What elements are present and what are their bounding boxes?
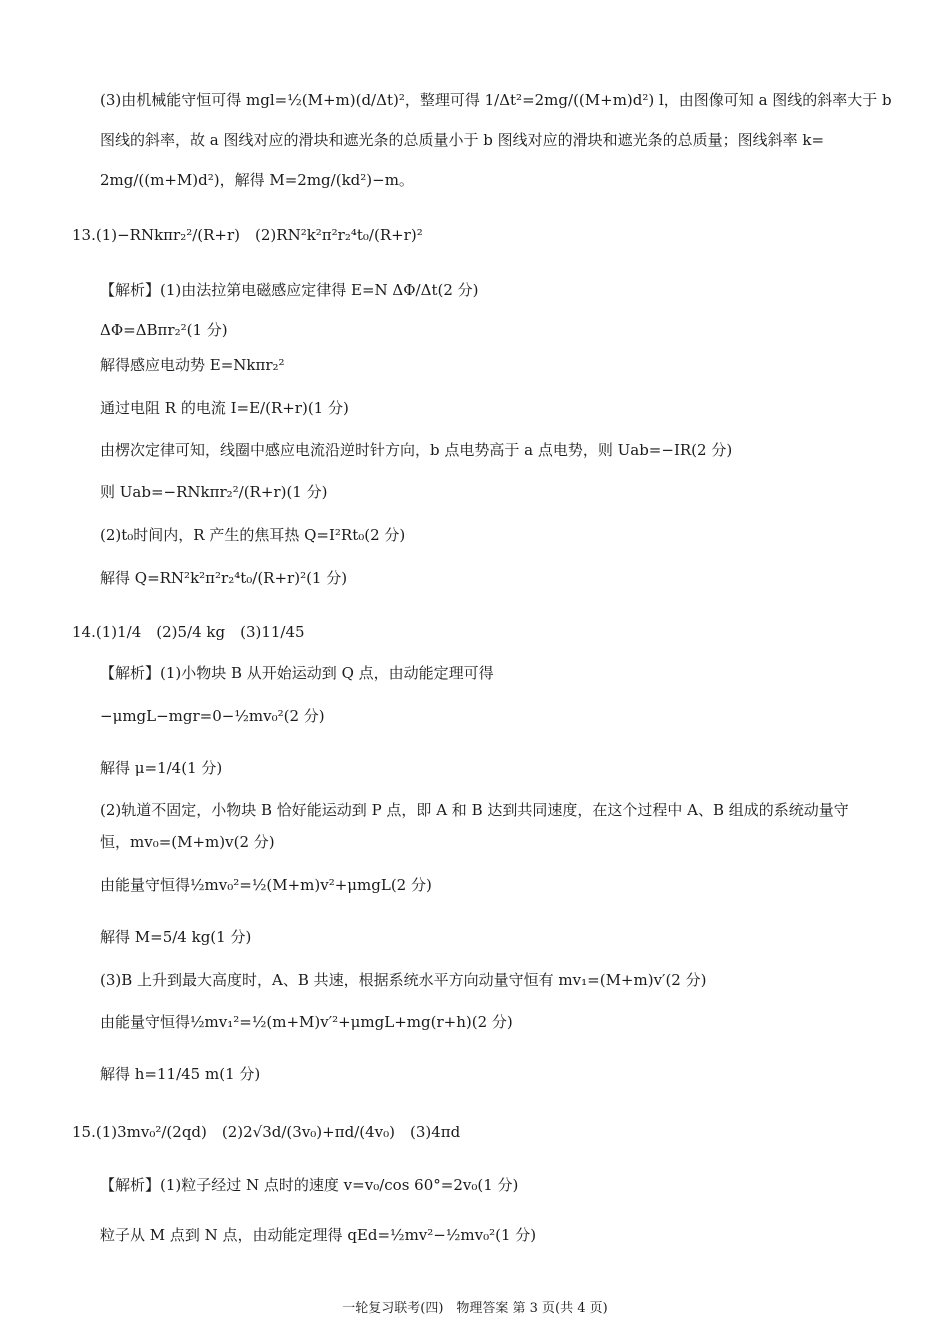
- text-line: (3)B 上升到最大高度时，A、B 共速，根据系统水平方向动量守恒有 mv₁=(M+m)v′(2 分): [100, 971, 707, 989]
- text-line: 解得 M=5/4 kg(1 分): [100, 928, 252, 946]
- text-line: 由楞次定律可知，线圈中感应电流沿逆时针方向，b 点电势高于 a 点电势，则 Uab=−IR(2 分): [100, 441, 733, 459]
- analysis-line: 【解析】(1)小物块 B 从开始运动到 Q 点，由动能定理可得: [100, 664, 494, 682]
- question-14-answer: 14.(1)1/4 (2)5/4 kg (3)11/45: [72, 623, 305, 641]
- text-line: 解得 h=11/45 m(1 分): [100, 1065, 261, 1083]
- text-line: 2mg/((m+M)d²)，解得 M=2mg/(kd²)−m。: [100, 171, 414, 189]
- text-line: 由能量守恒得½mv₀²=½(M+m)v²+μmgL(2 分): [100, 876, 432, 894]
- question-13-answer: 13.(1)−RNkπr₂²/(R+r) (2)RN²k²π²r₂⁴t₀/(R+r)²: [72, 226, 423, 244]
- text-line: 解得 μ=1/4(1 分): [100, 759, 223, 777]
- text-line: 解得感应电动势 E=Nkπr₂²: [100, 356, 285, 374]
- text-line: 通过电阻 R 的电流 I=E/(R+r)(1 分): [100, 399, 349, 417]
- page-footer: 一轮复习联考(四) 物理答案 第 3 页(共 4 页): [342, 1301, 608, 1316]
- text-line: −μmgL−mgr=0−½mv₀²(2 分): [100, 707, 325, 725]
- text-line: (2)t₀时间内，R 产生的焦耳热 Q=I²Rt₀(2 分): [100, 526, 406, 544]
- text-line: 由能量守恒得½mv₁²=½(m+M)v′²+μmgL+mg(r+h)(2 分): [100, 1013, 513, 1031]
- text-line: 恒，mv₀=(M+m)v(2 分): [100, 833, 275, 851]
- text-line: (2)轨道不固定，小物块 B 恰好能运动到 P 点，即 A 和 B 达到共同速度，在这个过程中 A、B 组成的系统动量守: [100, 801, 849, 819]
- analysis-line: 【解析】(1)由法拉第电磁感应定律得 E=N ΔΦ/Δt(2 分): [100, 281, 479, 299]
- text-line: (3)由机械能守恒可得 mgl=½(M+m)(d/Δt)²，整理可得 1/Δt²=2mg/((M+m)d²) l，由图像可知 a 图线的斜率大于 b: [100, 91, 892, 109]
- text-line: 则 Uab=−RNkπr₂²/(R+r)(1 分): [100, 483, 328, 501]
- text-line: ΔΦ=ΔBπr₂²(1 分): [100, 321, 228, 339]
- text-line: 图线的斜率，故 a 图线对应的滑块和遮光条的总质量小于 b 图线对应的滑块和遮光条的总质量；图线斜率 k=: [100, 131, 825, 149]
- analysis-line: 【解析】(1)粒子经过 N 点时的速度 v=v₀/cos 60°=2v₀(1 分): [100, 1176, 519, 1194]
- text-line: 解得 Q=RN²k²π²r₂⁴t₀/(R+r)²(1 分): [100, 569, 348, 587]
- text-line: 粒子从 M 点到 N 点，由动能定理得 qEd=½mv²−½mv₀²(1 分): [100, 1226, 537, 1244]
- question-15-answer: 15.(1)3mv₀²/(2qd) (2)2√3d/(3v₀)+πd/(4v₀) (3)4πd: [72, 1123, 461, 1141]
